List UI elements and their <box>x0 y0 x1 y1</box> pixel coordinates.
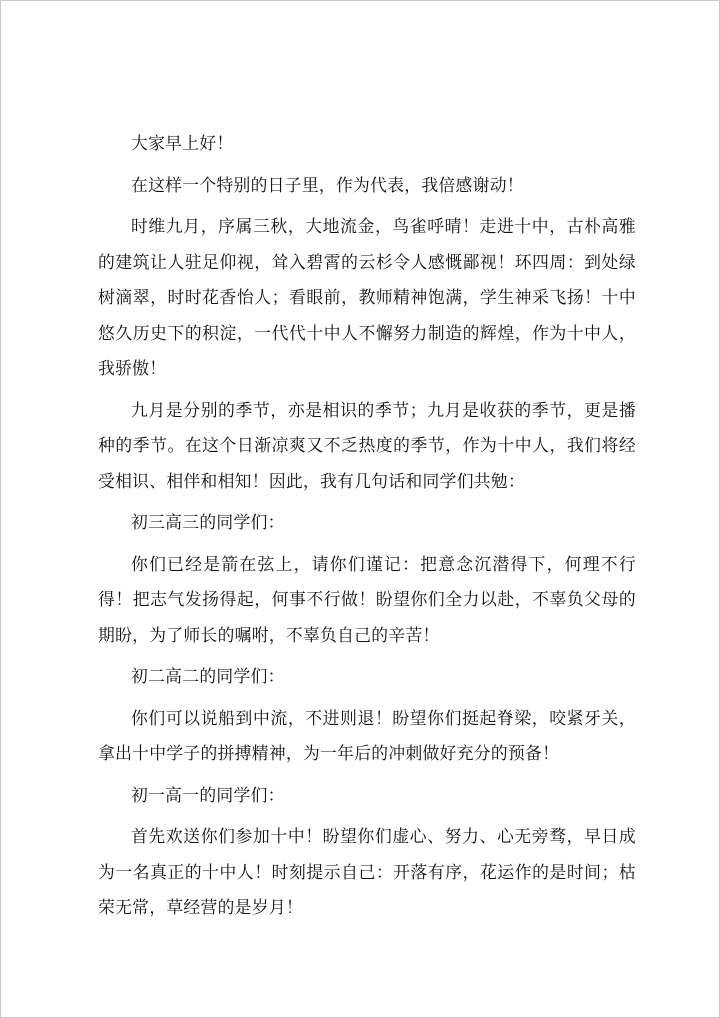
school-description-paragraph: 时维九月，序属三秋，大地流金，鸟雀呼晴！走进十中，古朴高雅的建筑让人驻足仰视，耸入碧霄的云杉令人感慨鄙视！环四周：到处绿树滴翠，时时花香怡人；看眼前，教师精神饱满，学生神采飞扬！十中悠久历史下的积淀，一代代十中人不懈努力制造的辉煌，作为十中人，我骄傲！ <box>98 216 636 378</box>
grade-one-paragraph: 首先欢送你们参加十中！盼望你们虚心、努力、心无旁骛，早日成为一名真正的十中人！时刻提示自己：开落有序，花运作的是时间；枯荣无常，草经营的是岁月！ <box>98 826 636 917</box>
grade-two-heading: 初二高二的同学们： <box>131 666 285 686</box>
grade-three-paragraph: 你们已经是箭在弦上，请你们谨记：把意念沉潜得下，何理不行得！把志气发扬得起，何事不行做！盼望你们全力以赴，不辜负父母的期盼，为了师长的嘱咐，不辜负自己的辛苦！ <box>98 553 636 645</box>
document-body <box>98 126 636 926</box>
grade-two-paragraph: 你们可以说船到中流，不进则退！盼望你们挺起脊梁，咬紧牙关，拿出十中学子的拼搏精神，为一年后的冲刺做好充分的预备！ <box>98 707 636 763</box>
greeting-paragraph: 大家早上好！ <box>131 133 234 153</box>
grade-one-heading: 初一高一的同学们： <box>131 784 285 805</box>
september-paragraph: 九月是分别的季节，亦是相识的季节；九月是收获的季节，更是播种的季节。在这个日渐凉爽又不乏热度的季节，作为十中人，我们将经受相识、相伴和相知！因此，我有几句话和同学们共勉： <box>98 399 636 491</box>
grade-three-heading: 初三高三的同学们： <box>131 512 285 532</box>
intro-paragraph: 在这样一个特别的日子里，作为代表，我倍感谢动！ <box>131 174 524 195</box>
